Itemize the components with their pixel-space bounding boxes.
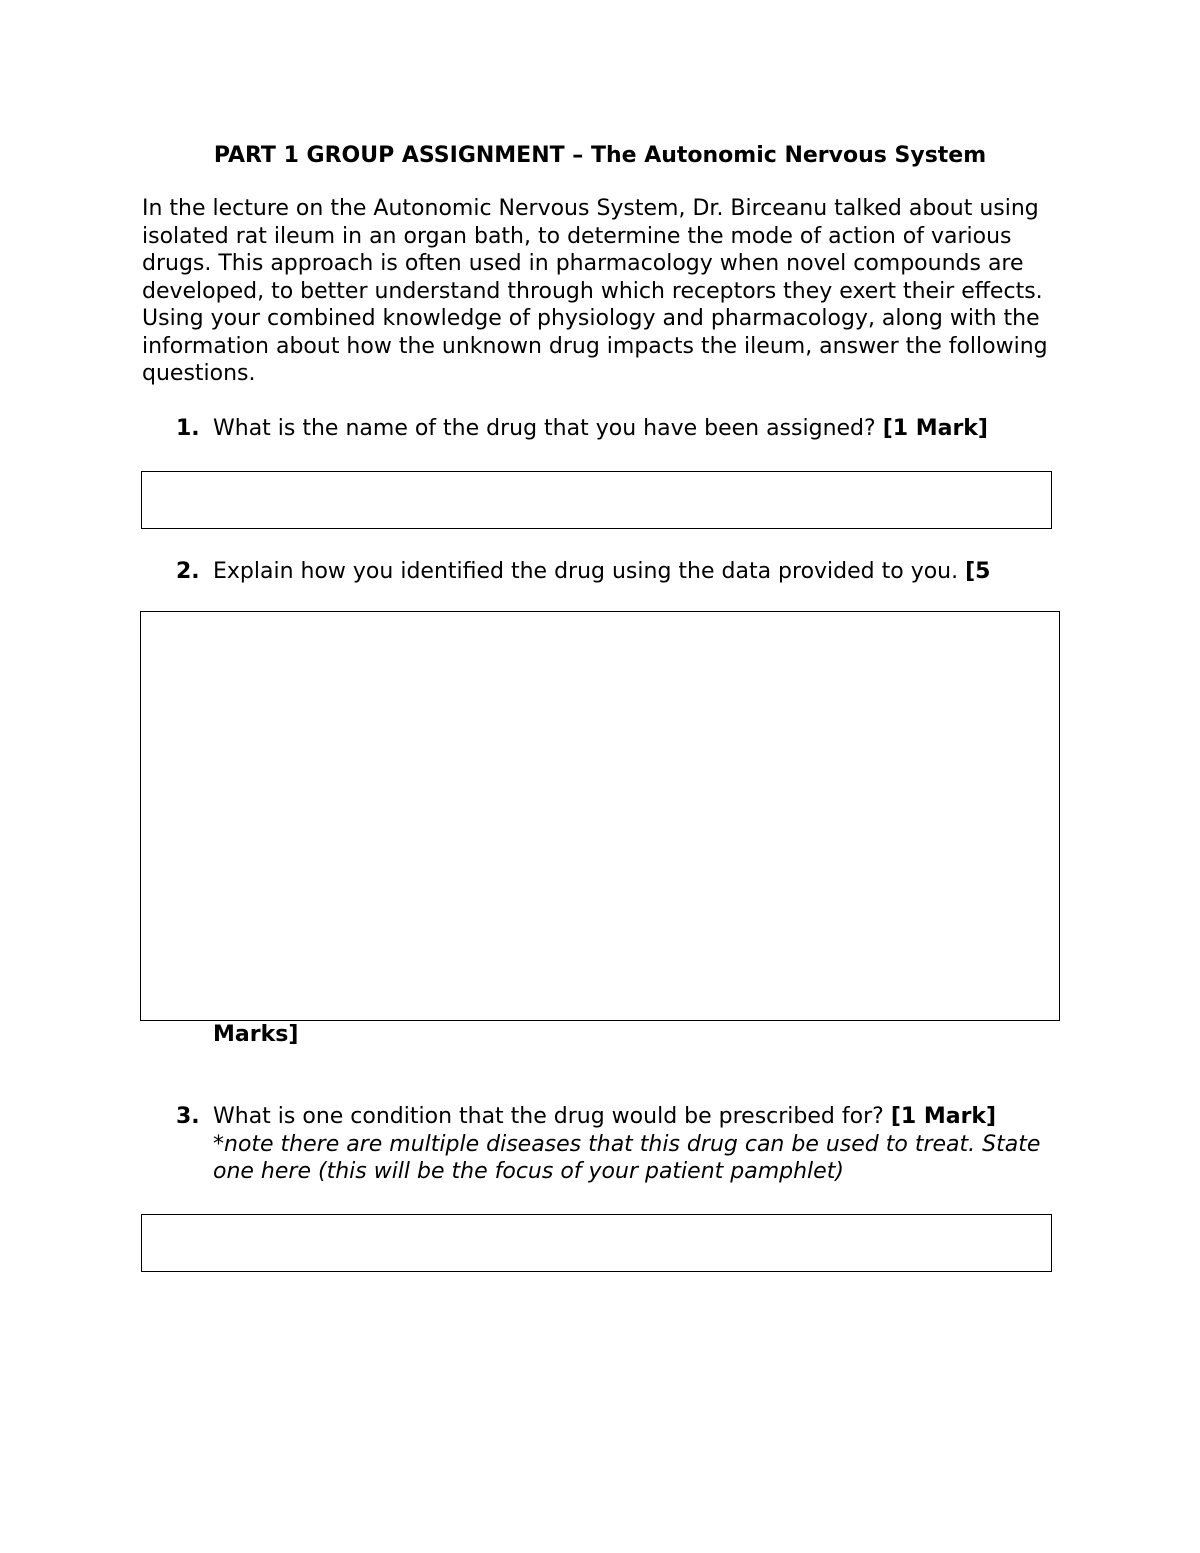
answer-box-3[interactable] bbox=[141, 1214, 1052, 1272]
question-marks: [1 Mark] bbox=[890, 1104, 997, 1129]
question-3 bbox=[176, 1103, 1076, 1186]
page-title: PART 1 GROUP ASSIGNMENT – The Autonomic Nervous System bbox=[213, 143, 987, 168]
intro-paragraph: In the lecture on the Autonomic Nervous System, Dr. Birceanu talked about using isolated rat ileum in an organ bath, to determine the mode of action of various drugs. This approach is often used in pharmacology when novel compounds are developed, to better understand through which receptors they exert their effects. Using your combined knowledge of physiology and pharmacology, along with the information about how the unknown drug impacts the ileum, answer the following questions. bbox=[142, 196, 1048, 386]
question-marks-continued: Marks] bbox=[213, 1022, 299, 1047]
question-note: *note there are multiple diseases that this drug can be used to treat. State one here (this will be the focus of your patient pamphlet) bbox=[213, 1131, 1041, 1184]
question-prompt: Explain how you identified the drug using the data provided to you. bbox=[213, 559, 959, 584]
question-1 bbox=[176, 415, 1076, 443]
question-text bbox=[213, 1103, 1076, 1186]
question-marks: [5 bbox=[965, 559, 991, 584]
question-prompt: What is the name of the drug that you have been assigned? bbox=[213, 416, 876, 441]
question-number: 1. bbox=[176, 416, 200, 441]
question-number: 3. bbox=[176, 1104, 200, 1129]
question-text bbox=[213, 558, 1076, 586]
question-number: 2. bbox=[176, 559, 200, 584]
question-marks: [1 Mark] bbox=[882, 416, 988, 441]
question-text bbox=[213, 415, 1076, 443]
question-2 bbox=[176, 558, 1076, 586]
answer-box-2[interactable] bbox=[140, 611, 1060, 1021]
question-prompt: What is one condition that the drug would be prescribed for? bbox=[213, 1104, 884, 1129]
answer-box-1[interactable] bbox=[141, 471, 1052, 529]
